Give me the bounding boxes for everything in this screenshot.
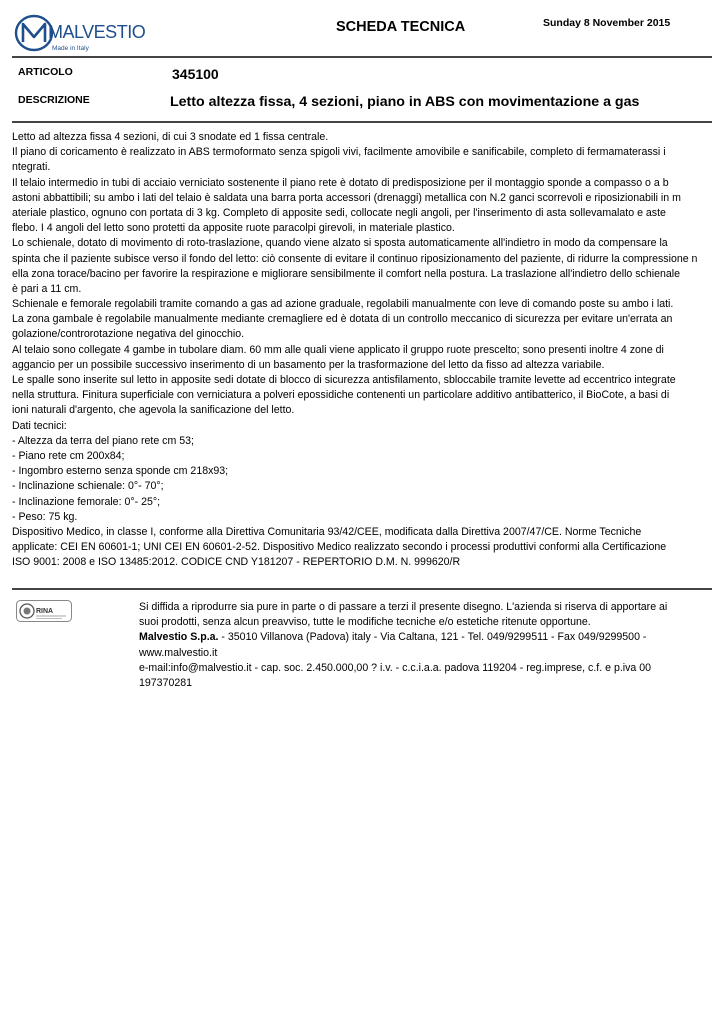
articolo-label: ARTICOLO — [18, 66, 73, 78]
disclaimer-line: suoi prodotti, senza alcun preavviso, tutte le modifiche tecniche e/o estetiche ritenute opportune. — [139, 616, 591, 629]
description-line: golazione/controrotazione negativa del ginocchio. — [12, 328, 245, 341]
description-line: nella struttura. Finitura superficiale con verniciatura a polveri epossidiche contenenti un particolare additivo antibatterico, il BioCote, a basi di — [12, 389, 670, 402]
description-line: La zona gambale è regolabile manualmente mediante cremagliere ed è dotata di un controllo meccanico di sicurezza per evitare un'errata an — [12, 313, 673, 326]
footer-divider — [12, 588, 712, 590]
description-line: ntegrati. — [12, 161, 51, 174]
contact-line: 197370281 — [139, 676, 193, 689]
website-link[interactable]: www.malvestio.it — [139, 646, 218, 659]
spec-item: - Inclinazione femorale: 0°- 25°; — [12, 495, 161, 508]
cert-text: RINA — [36, 608, 54, 615]
description-line: è pari a 11 cm. — [12, 282, 82, 295]
certification-line: Dispositivo Medico, in classe I, conforme alla Direttiva Comunitaria 93/42/CEE, modificata dalla Direttiva 2007/47/CE. Norme Tecniche — [12, 525, 642, 538]
company-line — [139, 630, 699, 645]
fields-divider — [12, 121, 712, 123]
spec-item: - Ingombro esterno senza sponde cm 218x93; — [12, 465, 229, 478]
product-description — [12, 130, 712, 570]
spec-item: - Altezza da terra del piano rete cm 53; — [12, 434, 194, 447]
description-line: astoni abbattibili; su ambo i lati del telaio è saldata una barra porta accessori (drenaggi) metallica con N.2 ganci scorrevoli e riposizionabili in m — [12, 191, 681, 204]
document-title: SCHEDA TECNICA — [336, 19, 466, 35]
spec-item: - Inclinazione schienale: 0°- 70°; — [12, 480, 164, 493]
description-line: ateriale plastico, ognuno con portata di 3 kg. Completo di apposite sedi, collocate negli angoli, per l'inserimento di asta sollevamalato e aste — [12, 206, 666, 219]
description-line: aggancio per un possibile successivo inserimento di un basamento per la trasformazione del letto da fisso ad altezza variabile. — [12, 358, 605, 371]
description-line: Letto ad altezza fissa 4 sezioni, di cui 3 snodate ed 1 fissa centrale. — [12, 131, 329, 143]
description-line: Lo schienale, dotato di movimento di roto-traslazione, quando viene alzato si sposta automaticamente all'indietro in modo da compensare la — [12, 237, 668, 250]
description-line: ioni naturali d'argento, che agevola la sanificazione del letto. — [12, 404, 295, 417]
contact-line: e-mail:info@malvestio.it - cap. soc. 2.450.000,00 ? i.v. - c.c.i.a.a. padova 119204 - reg.imprese, c.f. e p.iva 00 — [139, 661, 652, 674]
document-date: Sunday 8 November 2015 — [543, 17, 671, 29]
disclaimer-line: Si diffida a riprodurre sia pure in parte o di passare a terzi il presente disegno. L'azienda si riserva di apportare ai — [139, 601, 668, 613]
articolo-value: 345100 — [172, 66, 219, 82]
description-line: Il telaio intermedio in tubi di acciaio verniciato sostenente il piano rete è dotato di predisposizione per il montaggio sponde a compasso o a b — [12, 176, 669, 189]
descrizione-value: Letto altezza fissa, 4 sezioni, piano in ABS con movimentazione a gas — [170, 94, 640, 110]
description-line: spinta che il paziente subisce verso il fondo del letto: ciò consente di evitare il continuo riposizionamento del paziente, di ridurre la compressione n — [12, 252, 698, 265]
description-line: Il piano di coricamento è realizzato in ABS termoformato senza spigoli vivi, facilmente amovibile e sanificabile, completo di fermamaterassi i — [12, 146, 666, 159]
malvestio-logo — [14, 13, 154, 53]
logo-tagline: Made in Italy — [52, 45, 89, 52]
descrizione-label: DESCRIZIONE — [18, 94, 90, 106]
description-line: Le spalle sono inserite sul letto in apposite sedi dotate di blocco di sicurezza antisfilamento, sbloccabile tramite levette ad eccentrico integrate — [12, 374, 676, 386]
company-name: Malvestio S.p.a. — [139, 631, 219, 644]
rina-certification-logo — [16, 600, 72, 622]
specs-heading: Dati tecnici: — [12, 419, 67, 432]
company-address: - 35010 Villanova (Padova) italy - Via Caltana, 121 - Tel. 049/9299511 - Fax 049/9299500 - — [218, 631, 647, 644]
spec-item: - Piano rete cm 200x84; — [12, 449, 125, 462]
description-line: Schienale e femorale regolabili tramite comando a gas ad azione graduale, regolabili manualmente con leve di comando poste su ambo i lati. — [12, 298, 674, 311]
description-line: ella zona torace/bacino per favorire la respirazione e migliorare sensibilmente il comfort nella postura. La traslazione all'indietro dello schienale — [12, 267, 681, 280]
description-line: Al telaio sono collegate 4 gambe in tubolare diam. 60 mm alle quali viene applicato il gruppo ruote prescelto; sono presenti inoltre 4 zone di — [12, 343, 664, 356]
spec-item: - Peso: 75 kg. — [12, 510, 78, 523]
description-line: flebo. I 4 angoli del letto sono protetti da apposite ruote paracolpi girevoli, in materiale plastico. — [12, 222, 455, 235]
certification-line: ISO 9001: 2008 e ISO 13485:2012. CODICE CND Y181207 - REPERTORIO D.M. N. 999620/R — [12, 556, 461, 569]
footer-info — [139, 600, 699, 691]
certification-line: applicate: CEI EN 60601-1; UNI CEI EN 60601-2-52. Dispositivo Medico realizzato secondo i processi produttivi conformi alla Certificazione — [12, 541, 667, 554]
header-divider — [12, 56, 712, 58]
logo-wordmark: MALVESTIO — [48, 22, 146, 42]
